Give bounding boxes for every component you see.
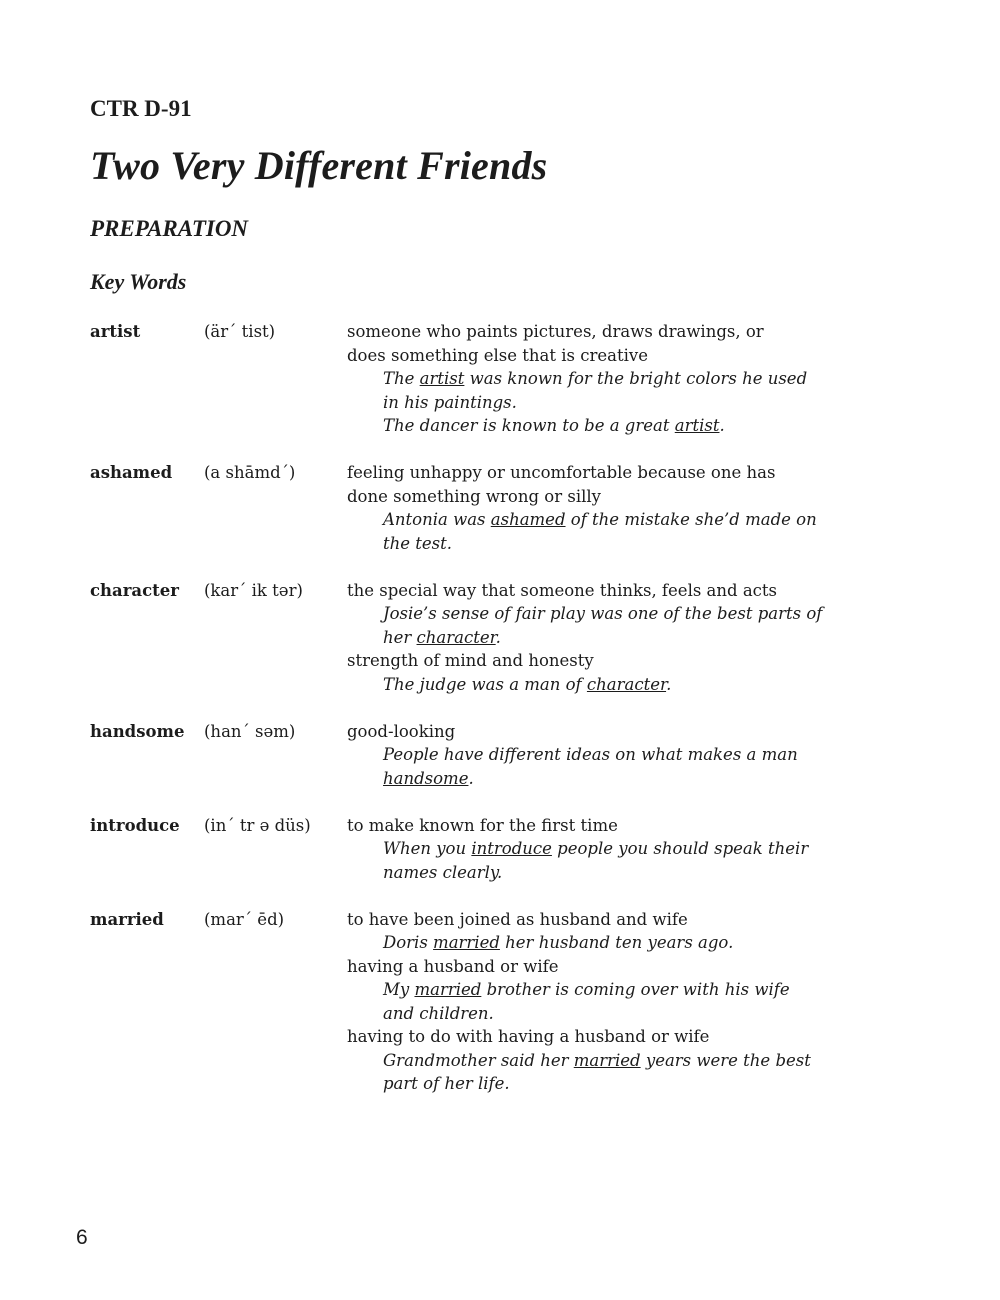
page-title: Two Very Different Friends bbox=[90, 143, 548, 188]
vocab-entry bbox=[90, 461, 910, 555]
vocab-entry bbox=[90, 579, 910, 697]
example-text: My bbox=[383, 980, 415, 999]
document-code: CTR D-91 bbox=[90, 96, 192, 121]
example-text: The judge was a man of bbox=[383, 674, 587, 694]
example-text: and children. bbox=[383, 1003, 494, 1023]
example-sentence-line bbox=[347, 931, 910, 955]
underlined-key-word: artist bbox=[674, 416, 720, 435]
vocab-word: character bbox=[90, 580, 179, 600]
example-text: People have different ideas on what makes a man bbox=[383, 745, 798, 764]
example-text: Doris bbox=[383, 933, 434, 952]
underlined-key-word: ashamed bbox=[490, 510, 566, 529]
vocab-definitions bbox=[347, 461, 910, 555]
definition-line: having to do with having a husband or wife bbox=[347, 1027, 710, 1046]
definition-line: someone who paints pictures, draws drawings, or bbox=[347, 322, 764, 341]
underlined-key-word: introduce bbox=[471, 839, 552, 858]
vocab-entry bbox=[90, 720, 910, 791]
example-text: brother is coming over with his wife bbox=[481, 980, 790, 999]
vocab-entry bbox=[90, 814, 910, 885]
section-heading: PREPARATION bbox=[90, 216, 249, 241]
vocab-word: introduce bbox=[90, 815, 180, 835]
example-text: Grandmother said her bbox=[383, 1050, 574, 1070]
example-sentence-line bbox=[347, 367, 910, 391]
vocab-pronunciation: (han´ səm) bbox=[204, 721, 296, 741]
example-sentence-line bbox=[347, 602, 910, 626]
vocab-pronunciation: (är´ tist) bbox=[204, 322, 276, 341]
vocab-pronunciation: (a shāmd´) bbox=[204, 463, 296, 482]
example-sentence-line bbox=[347, 626, 910, 650]
definition-line: to have been joined as husband and wife bbox=[347, 909, 688, 929]
example-text: . bbox=[468, 768, 474, 788]
example-text: people you should speak their bbox=[551, 839, 809, 858]
example-text: her bbox=[383, 627, 417, 647]
example-sentence-line bbox=[347, 1002, 910, 1026]
definition-line: having a husband or wife bbox=[347, 956, 559, 976]
example-sentence-line bbox=[347, 1072, 910, 1096]
example-text: was known for the bright colors he used bbox=[464, 369, 808, 388]
example-sentence-line bbox=[347, 532, 910, 556]
definition-line: good-looking bbox=[347, 721, 456, 741]
example-sentence-line bbox=[347, 837, 910, 861]
vocab-entry bbox=[90, 320, 910, 438]
vocab-definitions bbox=[347, 579, 910, 697]
definition-line: feeling unhappy or uncomfortable because one has bbox=[347, 463, 776, 482]
example-text: her husband ten years ago. bbox=[499, 933, 734, 952]
vocab-word: artist bbox=[90, 322, 141, 341]
underlined-key-word: married bbox=[573, 1050, 641, 1070]
example-sentence-line bbox=[347, 391, 910, 415]
vocab-definitions bbox=[347, 908, 910, 1096]
definition-line: the special way that someone thinks, feels and acts bbox=[347, 580, 778, 600]
underlined-key-word: married bbox=[414, 980, 482, 999]
vocab-pronunciation: (kar´ ik tər) bbox=[204, 580, 303, 600]
example-text: in his paintings. bbox=[383, 392, 517, 412]
example-sentence-line bbox=[347, 508, 910, 532]
example-text: . bbox=[719, 416, 725, 435]
subsection-heading: Key Words bbox=[90, 269, 187, 294]
example-text: years were the best bbox=[640, 1050, 811, 1070]
underlined-key-word: character bbox=[416, 627, 496, 647]
example-text: . bbox=[666, 674, 672, 694]
example-sentence-line bbox=[347, 414, 910, 438]
example-text: Antonia was bbox=[383, 510, 491, 529]
vocab-word: handsome bbox=[90, 721, 185, 741]
example-sentence-line bbox=[347, 1049, 910, 1073]
definition-line: to make known for the first time bbox=[347, 815, 618, 835]
example-text: of the mistake she’d made on bbox=[565, 510, 817, 529]
underlined-key-word: character bbox=[586, 674, 667, 694]
example-sentence-line bbox=[347, 767, 910, 791]
example-sentence-line bbox=[347, 673, 910, 697]
definition-line: does something else that is creative bbox=[347, 345, 648, 365]
page-number: 6 bbox=[76, 1226, 88, 1249]
example-sentence-line bbox=[347, 978, 910, 1002]
vocab-word: ashamed bbox=[90, 463, 173, 482]
example-text: part of her life. bbox=[383, 1074, 510, 1093]
definition-line: strength of mind and honesty bbox=[347, 651, 594, 670]
underlined-key-word: artist bbox=[419, 369, 465, 388]
vocab-pronunciation: (mar´ ēd) bbox=[204, 909, 285, 929]
example-text: The bbox=[383, 369, 420, 388]
example-sentence-line bbox=[347, 743, 910, 767]
example-text: When you bbox=[383, 839, 472, 858]
definition-line: done something wrong or silly bbox=[347, 486, 601, 506]
vocab-definitions bbox=[347, 320, 910, 438]
example-text: the test. bbox=[383, 533, 453, 553]
example-sentence-line bbox=[347, 861, 910, 885]
example-text: The dancer is known to be a great bbox=[383, 416, 675, 435]
underlined-key-word: married bbox=[433, 933, 500, 952]
vocab-definitions bbox=[347, 814, 910, 885]
vocab-definitions bbox=[347, 720, 910, 791]
vocab-entry bbox=[90, 908, 910, 1096]
example-text: . bbox=[495, 627, 501, 647]
underlined-key-word: handsome bbox=[383, 768, 469, 788]
example-text: Josie’s sense of fair play was one of the best parts of bbox=[383, 604, 823, 623]
vocab-word: married bbox=[90, 909, 164, 929]
key-words-list bbox=[90, 320, 910, 1119]
example-text: names clearly. bbox=[383, 862, 503, 882]
vocab-pronunciation: (in´ tr ə düs) bbox=[204, 815, 311, 835]
